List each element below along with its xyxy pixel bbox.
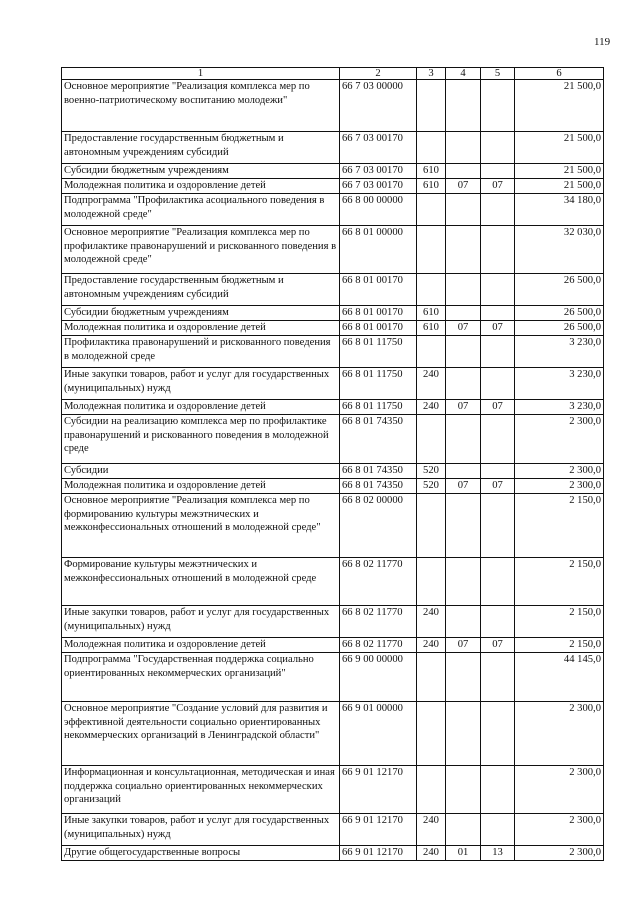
row-subsection: 07	[481, 400, 515, 415]
row-subsection	[481, 494, 515, 558]
table-row	[62, 400, 604, 415]
table-row	[62, 306, 604, 321]
row-amount: 2 150,0	[515, 558, 604, 606]
row-section	[446, 368, 481, 400]
row-section	[446, 653, 481, 702]
row-expense-type	[417, 132, 446, 164]
table-row	[62, 80, 604, 132]
row-amount: 21 500,0	[515, 179, 604, 194]
column-header: 1	[62, 68, 340, 80]
row-section	[446, 194, 481, 226]
table-row	[62, 846, 604, 861]
row-amount: 2 300,0	[515, 479, 604, 494]
table-row	[62, 274, 604, 306]
row-amount: 21 500,0	[515, 132, 604, 164]
row-subsection: 07	[481, 321, 515, 336]
row-target-code: 66 8 02 11770	[340, 638, 417, 653]
row-section: 07	[446, 479, 481, 494]
row-name: Профилактика правонарушений и рискованного поведения в молодежной среде	[62, 336, 340, 368]
row-target-code: 66 7 03 00000	[340, 80, 417, 132]
row-amount: 26 500,0	[515, 306, 604, 321]
row-amount: 3 230,0	[515, 368, 604, 400]
row-section	[446, 464, 481, 479]
row-expense-type	[417, 494, 446, 558]
row-amount: 26 500,0	[515, 274, 604, 306]
row-section	[446, 132, 481, 164]
row-target-code: 66 9 01 12170	[340, 766, 417, 814]
row-name: Основное мероприятие "Реализация комплекса мер по военно-патриотическому воспитанию молодежи"	[62, 80, 340, 132]
row-subsection	[481, 702, 515, 766]
row-name: Основное мероприятие "Реализация комплекса мер по профилактике правонарушений и рискованного поведения в молодежной среде"	[62, 226, 340, 274]
row-target-code: 66 8 01 00170	[340, 274, 417, 306]
column-header: 6	[515, 68, 604, 80]
row-expense-type: 520	[417, 464, 446, 479]
column-header: 2	[340, 68, 417, 80]
row-expense-type	[417, 80, 446, 132]
row-subsection	[481, 558, 515, 606]
table-row	[62, 336, 604, 368]
row-amount: 2 150,0	[515, 606, 604, 638]
row-target-code: 66 8 02 11770	[340, 606, 417, 638]
row-subsection	[481, 653, 515, 702]
row-section	[446, 702, 481, 766]
row-target-code: 66 7 03 00170	[340, 164, 417, 179]
table-header-row	[62, 68, 604, 80]
row-target-code: 66 8 01 11750	[340, 368, 417, 400]
row-amount: 2 300,0	[515, 415, 604, 464]
row-subsection: 07	[481, 479, 515, 494]
table-row	[62, 226, 604, 274]
row-section	[446, 274, 481, 306]
row-name: Подпрограмма "Государственная поддержка социально ориентированных некоммерческих организаций"	[62, 653, 340, 702]
row-amount: 2 300,0	[515, 702, 604, 766]
row-target-code: 66 8 02 00000	[340, 494, 417, 558]
row-subsection	[481, 306, 515, 321]
row-name: Иные закупки товаров, работ и услуг для государственных (муниципальных) нужд	[62, 814, 340, 846]
table-row	[62, 653, 604, 702]
row-expense-type: 610	[417, 164, 446, 179]
row-amount: 34 180,0	[515, 194, 604, 226]
row-subsection	[481, 164, 515, 179]
row-expense-type	[417, 274, 446, 306]
row-amount: 26 500,0	[515, 321, 604, 336]
row-section	[446, 415, 481, 464]
row-amount: 3 230,0	[515, 400, 604, 415]
table-row	[62, 494, 604, 558]
row-expense-type: 520	[417, 479, 446, 494]
table-row	[62, 368, 604, 400]
row-subsection	[481, 464, 515, 479]
row-target-code: 66 9 01 00000	[340, 702, 417, 766]
row-amount: 21 500,0	[515, 164, 604, 179]
table-row	[62, 179, 604, 194]
row-amount: 2 300,0	[515, 766, 604, 814]
row-name: Предоставление государственным бюджетным и автономным учреждениям субсидий	[62, 274, 340, 306]
row-section: 07	[446, 400, 481, 415]
row-subsection	[481, 226, 515, 274]
table-row	[62, 164, 604, 179]
row-target-code: 66 8 01 00170	[340, 321, 417, 336]
row-amount: 44 145,0	[515, 653, 604, 702]
row-target-code: 66 8 01 11750	[340, 336, 417, 368]
row-subsection	[481, 132, 515, 164]
row-expense-type: 610	[417, 306, 446, 321]
row-expense-type	[417, 653, 446, 702]
row-target-code: 66 8 02 11770	[340, 558, 417, 606]
page-number: 119	[594, 36, 611, 48]
row-expense-type: 240	[417, 814, 446, 846]
row-subsection	[481, 336, 515, 368]
row-name: Иные закупки товаров, работ и услуг для государственных (муниципальных) нужд	[62, 368, 340, 400]
row-section: 01	[446, 846, 481, 861]
table-row	[62, 464, 604, 479]
table-row	[62, 558, 604, 606]
row-expense-type: 240	[417, 846, 446, 861]
row-expense-type: 610	[417, 321, 446, 336]
table-row	[62, 479, 604, 494]
row-subsection	[481, 80, 515, 132]
row-subsection	[481, 814, 515, 846]
table-row	[62, 702, 604, 766]
table-row	[62, 194, 604, 226]
row-name: Молодежная политика и оздоровление детей	[62, 479, 340, 494]
table-row	[62, 814, 604, 846]
row-name: Молодежная политика и оздоровление детей	[62, 179, 340, 194]
row-target-code: 66 8 01 00000	[340, 226, 417, 274]
row-target-code: 66 8 00 00000	[340, 194, 417, 226]
row-section: 07	[446, 638, 481, 653]
row-expense-type	[417, 766, 446, 814]
row-section	[446, 164, 481, 179]
row-amount: 2 300,0	[515, 464, 604, 479]
row-name: Субсидии	[62, 464, 340, 479]
row-name: Подпрограмма "Профилактика асоциального поведения в молодежной среде"	[62, 194, 340, 226]
row-target-code: 66 7 03 00170	[340, 132, 417, 164]
row-expense-type: 240	[417, 606, 446, 638]
row-subsection: 07	[481, 638, 515, 653]
row-target-code: 66 9 00 00000	[340, 653, 417, 702]
row-target-code: 66 8 01 74350	[340, 479, 417, 494]
row-amount: 2 150,0	[515, 638, 604, 653]
row-name: Основное мероприятие "Реализация комплекса мер по формированию культуры межэтнических и межконфессиональных отношений в молодежной среде"	[62, 494, 340, 558]
row-name: Молодежная политика и оздоровление детей	[62, 400, 340, 415]
row-amount: 32 030,0	[515, 226, 604, 274]
row-target-code: 66 8 01 11750	[340, 400, 417, 415]
row-target-code: 66 8 01 74350	[340, 415, 417, 464]
row-name: Предоставление государственным бюджетным и автономным учреждениям субсидий	[62, 132, 340, 164]
row-target-code: 66 8 01 00170	[340, 306, 417, 321]
row-section	[446, 306, 481, 321]
row-name: Иные закупки товаров, работ и услуг для государственных (муниципальных) нужд	[62, 606, 340, 638]
row-section	[446, 814, 481, 846]
table-row	[62, 321, 604, 336]
row-target-code: 66 9 01 12170	[340, 814, 417, 846]
row-subsection	[481, 606, 515, 638]
row-expense-type	[417, 558, 446, 606]
row-amount: 2 150,0	[515, 494, 604, 558]
row-expense-type: 240	[417, 400, 446, 415]
row-subsection: 13	[481, 846, 515, 861]
row-subsection	[481, 274, 515, 306]
row-name: Молодежная политика и оздоровление детей	[62, 321, 340, 336]
row-section	[446, 766, 481, 814]
table-row	[62, 415, 604, 464]
row-target-code: 66 9 01 12170	[340, 846, 417, 861]
row-name: Субсидии бюджетным учреждениям	[62, 306, 340, 321]
row-subsection	[481, 194, 515, 226]
row-amount: 2 300,0	[515, 846, 604, 861]
row-name: Информационная и консультационная, методическая и иная поддержка социально ориентированных некоммерческих организаций	[62, 766, 340, 814]
row-amount: 21 500,0	[515, 80, 604, 132]
row-name: Основное мероприятие "Создание условий для развития и эффективной деятельности социально ориентированных некоммерческих организаций в Ленинградской области"	[62, 702, 340, 766]
table-row	[62, 132, 604, 164]
row-expense-type	[417, 415, 446, 464]
row-name: Формирование культуры межэтнических и межконфессиональных отношений в молодежной среде	[62, 558, 340, 606]
row-subsection	[481, 766, 515, 814]
row-target-code: 66 7 03 00170	[340, 179, 417, 194]
column-header: 5	[481, 68, 515, 80]
row-expense-type	[417, 702, 446, 766]
row-section	[446, 494, 481, 558]
row-section: 07	[446, 321, 481, 336]
row-section	[446, 336, 481, 368]
row-section	[446, 226, 481, 274]
row-expense-type: 240	[417, 638, 446, 653]
row-section	[446, 558, 481, 606]
row-expense-type: 610	[417, 179, 446, 194]
row-subsection	[481, 415, 515, 464]
row-name: Субсидии бюджетным учреждениям	[62, 164, 340, 179]
table-row	[62, 606, 604, 638]
row-name: Субсидии на реализацию комплекса мер по профилактике правонарушений и рискованного поведения в молодежной среде	[62, 415, 340, 464]
row-expense-type	[417, 226, 446, 274]
table-row	[62, 766, 604, 814]
row-expense-type	[417, 336, 446, 368]
row-section: 07	[446, 179, 481, 194]
row-amount: 2 300,0	[515, 814, 604, 846]
row-section	[446, 606, 481, 638]
row-subsection	[481, 368, 515, 400]
row-name: Другие общегосударственные вопросы	[62, 846, 340, 861]
row-subsection: 07	[481, 179, 515, 194]
row-name: Молодежная политика и оздоровление детей	[62, 638, 340, 653]
row-expense-type: 240	[417, 368, 446, 400]
row-target-code: 66 8 01 74350	[340, 464, 417, 479]
row-expense-type	[417, 194, 446, 226]
column-header: 4	[446, 68, 481, 80]
row-section	[446, 80, 481, 132]
table-row	[62, 638, 604, 653]
budget-table	[61, 67, 604, 861]
column-header: 3	[417, 68, 446, 80]
row-amount: 3 230,0	[515, 336, 604, 368]
